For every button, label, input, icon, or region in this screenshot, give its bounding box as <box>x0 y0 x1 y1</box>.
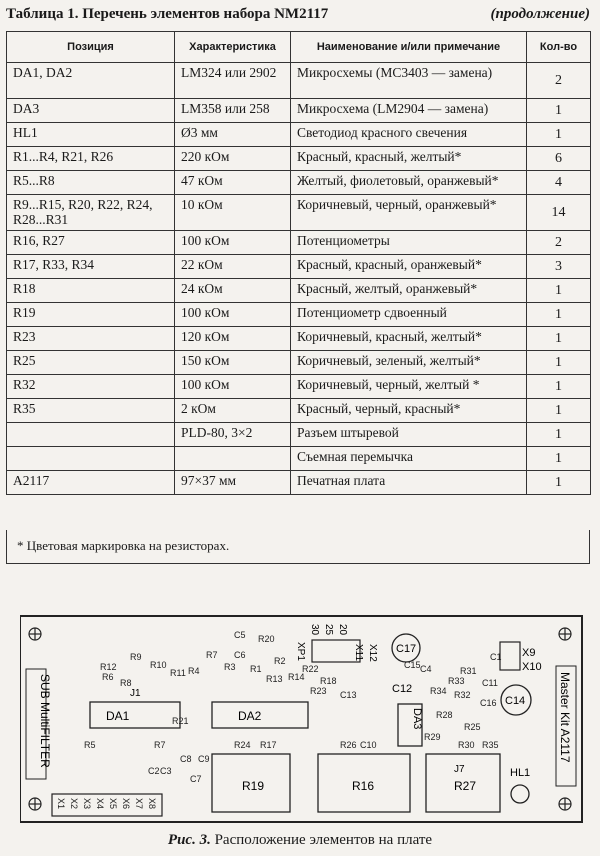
component-label: R31 <box>460 666 477 676</box>
component-label: R21 <box>172 716 189 726</box>
pot-r27: R27 <box>454 779 477 793</box>
cell-name: Потенциометр сдвоенный <box>291 303 527 327</box>
connector-label: X7 <box>134 798 144 810</box>
cell-qty: 4 <box>527 171 591 195</box>
cell-name: Коричневый, зеленый, желтый* <box>291 351 527 375</box>
cell-name: Микросхемы (MC3403 — замена) <box>291 63 527 99</box>
component-label: R14 <box>288 672 305 682</box>
component-label: C5 <box>234 630 246 640</box>
component-label: R9 <box>130 652 142 662</box>
component-label: R7 <box>206 650 218 660</box>
conn-x12: X12 <box>367 644 378 662</box>
cell-name: Красный, красный, оранжевый* <box>291 255 527 279</box>
component-label: R8 <box>120 678 132 688</box>
cell-name: Желтый, фиолетовый, оранжевый* <box>291 171 527 195</box>
cell-qty: 1 <box>527 99 591 123</box>
table-row <box>7 471 591 495</box>
pot-r19: R19 <box>242 779 265 793</box>
cell-name: Разъем штыревой <box>291 423 527 447</box>
component-label: R33 <box>448 676 465 686</box>
cell-position: R19 <box>7 303 175 327</box>
cell-name: Светодиод красного свечения <box>291 123 527 147</box>
component-label: C13 <box>340 690 357 700</box>
cell-qty: 1 <box>527 447 591 471</box>
component-label: R29 <box>424 732 441 742</box>
cell-position <box>7 423 175 447</box>
cell-position: R1...R4, R21, R26 <box>7 147 175 171</box>
component-label: R2 <box>274 656 286 666</box>
num-25: 25 <box>323 624 334 636</box>
component-label: C4 <box>420 664 432 674</box>
component-label: C9 <box>198 754 210 764</box>
conn-x9: X9 <box>522 647 536 659</box>
component-label: C6 <box>234 650 246 660</box>
cell-name: Съемная перемычка <box>291 447 527 471</box>
cell-name: Коричневый, красный, желтый* <box>291 327 527 351</box>
cell-characteristic: Ø3 мм <box>175 123 291 147</box>
table-row <box>7 447 591 471</box>
component-label: C8 <box>180 754 192 764</box>
col-qty: Кол-во <box>527 32 591 63</box>
component-label: C3 <box>160 766 172 776</box>
connector-label: X1 <box>56 798 66 810</box>
component-label: R12 <box>100 662 117 672</box>
chip-da3: DA3 <box>411 708 423 730</box>
col-characteristic: Характеристика <box>175 32 291 63</box>
component-label: R4 <box>188 666 200 676</box>
caption-text: Расположение элементов на плате <box>210 832 433 848</box>
cell-qty: 1 <box>527 327 591 351</box>
connector-label: X8 <box>147 798 157 810</box>
connector-label: X3 <box>82 798 92 810</box>
led-hl1: HL1 <box>510 767 531 779</box>
caption-number: Рис. 3. <box>167 832 211 848</box>
component-label: R35 <box>482 740 499 750</box>
cell-qty: 1 <box>527 279 591 303</box>
jumper-j7: J7 <box>454 764 465 775</box>
cell-qty: 6 <box>527 147 591 171</box>
cell-position: R32 <box>7 375 175 399</box>
table-title: Таблица 1. Перечень элементов набора NM2117 <box>6 6 329 22</box>
cell-position: R9...R15, R20, R22, R24, R28...R31 <box>7 195 175 231</box>
conn-x10: X10 <box>522 661 542 673</box>
cell-position: A2117 <box>7 471 175 495</box>
conn-x11: X11 <box>353 644 364 662</box>
cell-name: Коричневый, черный, оранжевый* <box>291 195 527 231</box>
component-label: C7 <box>190 774 202 784</box>
component-label: R20 <box>258 634 275 644</box>
connector-label: X6 <box>121 798 131 810</box>
component-label: R18 <box>320 676 337 686</box>
component-label: C16 <box>480 698 497 708</box>
cell-characteristic: 10 кОм <box>175 195 291 231</box>
cell-name: Красный, красный, желтый* <box>291 147 527 171</box>
cap-c14: C14 <box>505 695 526 707</box>
component-label: R22 <box>302 664 319 674</box>
cell-qty: 14 <box>527 195 591 231</box>
cell-name: Печатная плата <box>291 471 527 495</box>
cell-characteristic: 97×37 мм <box>175 471 291 495</box>
component-label: R7 <box>154 740 166 750</box>
cell-characteristic: PLD-80, 3×2 <box>175 423 291 447</box>
cell-position: DA1, DA2 <box>7 63 175 99</box>
component-label: R34 <box>430 686 447 696</box>
cell-position: DA3 <box>7 99 175 123</box>
cell-characteristic: 47 кОм <box>175 171 291 195</box>
cell-characteristic: 100 кОм <box>175 231 291 255</box>
cell-qty: 1 <box>527 303 591 327</box>
cell-characteristic: 120 кОм <box>175 327 291 351</box>
cell-position: HL1 <box>7 123 175 147</box>
cell-name: Потенциометры <box>291 231 527 255</box>
table-row <box>7 423 591 447</box>
component-label: R28 <box>436 710 453 720</box>
cell-characteristic: 150 кОм <box>175 351 291 375</box>
component-label: C1 <box>490 652 502 662</box>
connector-label: X5 <box>108 798 118 810</box>
component-label: R32 <box>454 690 471 700</box>
component-label: R10 <box>150 660 167 670</box>
cell-position: R16, R27 <box>7 231 175 255</box>
cell-qty: 3 <box>527 255 591 279</box>
cell-position: R18 <box>7 279 175 303</box>
num-20: 20 <box>337 624 348 636</box>
table-row <box>7 351 591 375</box>
table-row <box>7 195 591 231</box>
cell-characteristic: 220 кОм <box>175 147 291 171</box>
component-label: C2 <box>148 766 160 776</box>
component-label: R25 <box>464 722 481 732</box>
cell-qty: 1 <box>527 375 591 399</box>
cell-characteristic: 24 кОм <box>175 279 291 303</box>
cell-characteristic: LM324 или 2902 <box>175 63 291 99</box>
cell-characteristic <box>175 447 291 471</box>
cell-name: Коричневый, черный, желтый * <box>291 375 527 399</box>
cell-name: Красный, желтый, оранжевый* <box>291 279 527 303</box>
table-row <box>7 399 591 423</box>
col-name: Наименование и/или примечание <box>291 32 527 63</box>
table-header <box>6 4 594 26</box>
cell-name: Микросхема (LM2904 — замена) <box>291 99 527 123</box>
board-left-label: SUB MultiFILTER <box>38 674 52 768</box>
table-row <box>7 231 591 255</box>
table-row <box>7 327 591 351</box>
cell-qty: 1 <box>527 351 591 375</box>
component-label: R13 <box>266 674 283 684</box>
connector-label: X2 <box>69 798 79 810</box>
cell-position <box>7 447 175 471</box>
table-row <box>7 255 591 279</box>
table-row <box>7 279 591 303</box>
table-row <box>7 171 591 195</box>
cell-characteristic: 2 кОм <box>175 399 291 423</box>
cell-name: Красный, черный, красный* <box>291 399 527 423</box>
component-label: R6 <box>102 672 114 682</box>
pcb-layout <box>20 614 584 824</box>
component-label: C15 <box>404 660 421 670</box>
component-label: R26 <box>340 740 357 750</box>
connector-label: X4 <box>95 798 105 810</box>
component-label: R1 <box>250 664 262 674</box>
figure-caption <box>0 832 600 849</box>
footnote-text: * Цветовая маркировка на резисторах. <box>17 538 230 553</box>
component-label: R24 <box>234 740 251 750</box>
table-row <box>7 303 591 327</box>
chip-da1: DA1 <box>106 709 130 723</box>
cell-position: R17, R33, R34 <box>7 255 175 279</box>
table-continuation: (продолжение) <box>490 6 590 22</box>
pot-r16: R16 <box>352 779 375 793</box>
component-label: R30 <box>458 740 475 750</box>
cell-qty: 2 <box>527 63 591 99</box>
table-row <box>7 123 591 147</box>
cell-qty: 1 <box>527 399 591 423</box>
num-30: 30 <box>309 624 320 636</box>
cell-qty: 1 <box>527 123 591 147</box>
chip-da2: DA2 <box>238 709 262 723</box>
table-row <box>7 147 591 171</box>
cell-characteristic: 100 кОм <box>175 375 291 399</box>
cell-characteristic: 100 кОм <box>175 303 291 327</box>
conn-xp1: XP1 <box>295 642 306 661</box>
table-row <box>7 99 591 123</box>
cell-qty: 2 <box>527 231 591 255</box>
parts-table <box>6 31 591 495</box>
cell-characteristic: LM358 или 258 <box>175 99 291 123</box>
component-label: R11 <box>170 668 186 678</box>
component-label: R3 <box>224 662 236 672</box>
board-right-label: Master Kit A2117 <box>558 672 572 763</box>
table-header-row <box>7 32 591 63</box>
component-label: C11 <box>482 678 498 688</box>
table-row <box>7 375 591 399</box>
table-footnote <box>6 530 590 564</box>
cell-characteristic: 22 кОм <box>175 255 291 279</box>
component-label: R17 <box>260 740 277 750</box>
table-row <box>7 63 591 99</box>
cell-position: R35 <box>7 399 175 423</box>
cell-position: R25 <box>7 351 175 375</box>
component-label: R5 <box>84 740 96 750</box>
cap-c12: C12 <box>392 683 413 695</box>
cap-c17: C17 <box>396 643 417 655</box>
jumper-j1: J1 <box>130 688 141 699</box>
col-position: Позиция <box>7 32 175 63</box>
component-label: R23 <box>310 686 327 696</box>
cell-qty: 1 <box>527 423 591 447</box>
component-label: C10 <box>360 740 377 750</box>
cell-position: R5...R8 <box>7 171 175 195</box>
cell-qty: 1 <box>527 471 591 495</box>
cell-position: R23 <box>7 327 175 351</box>
